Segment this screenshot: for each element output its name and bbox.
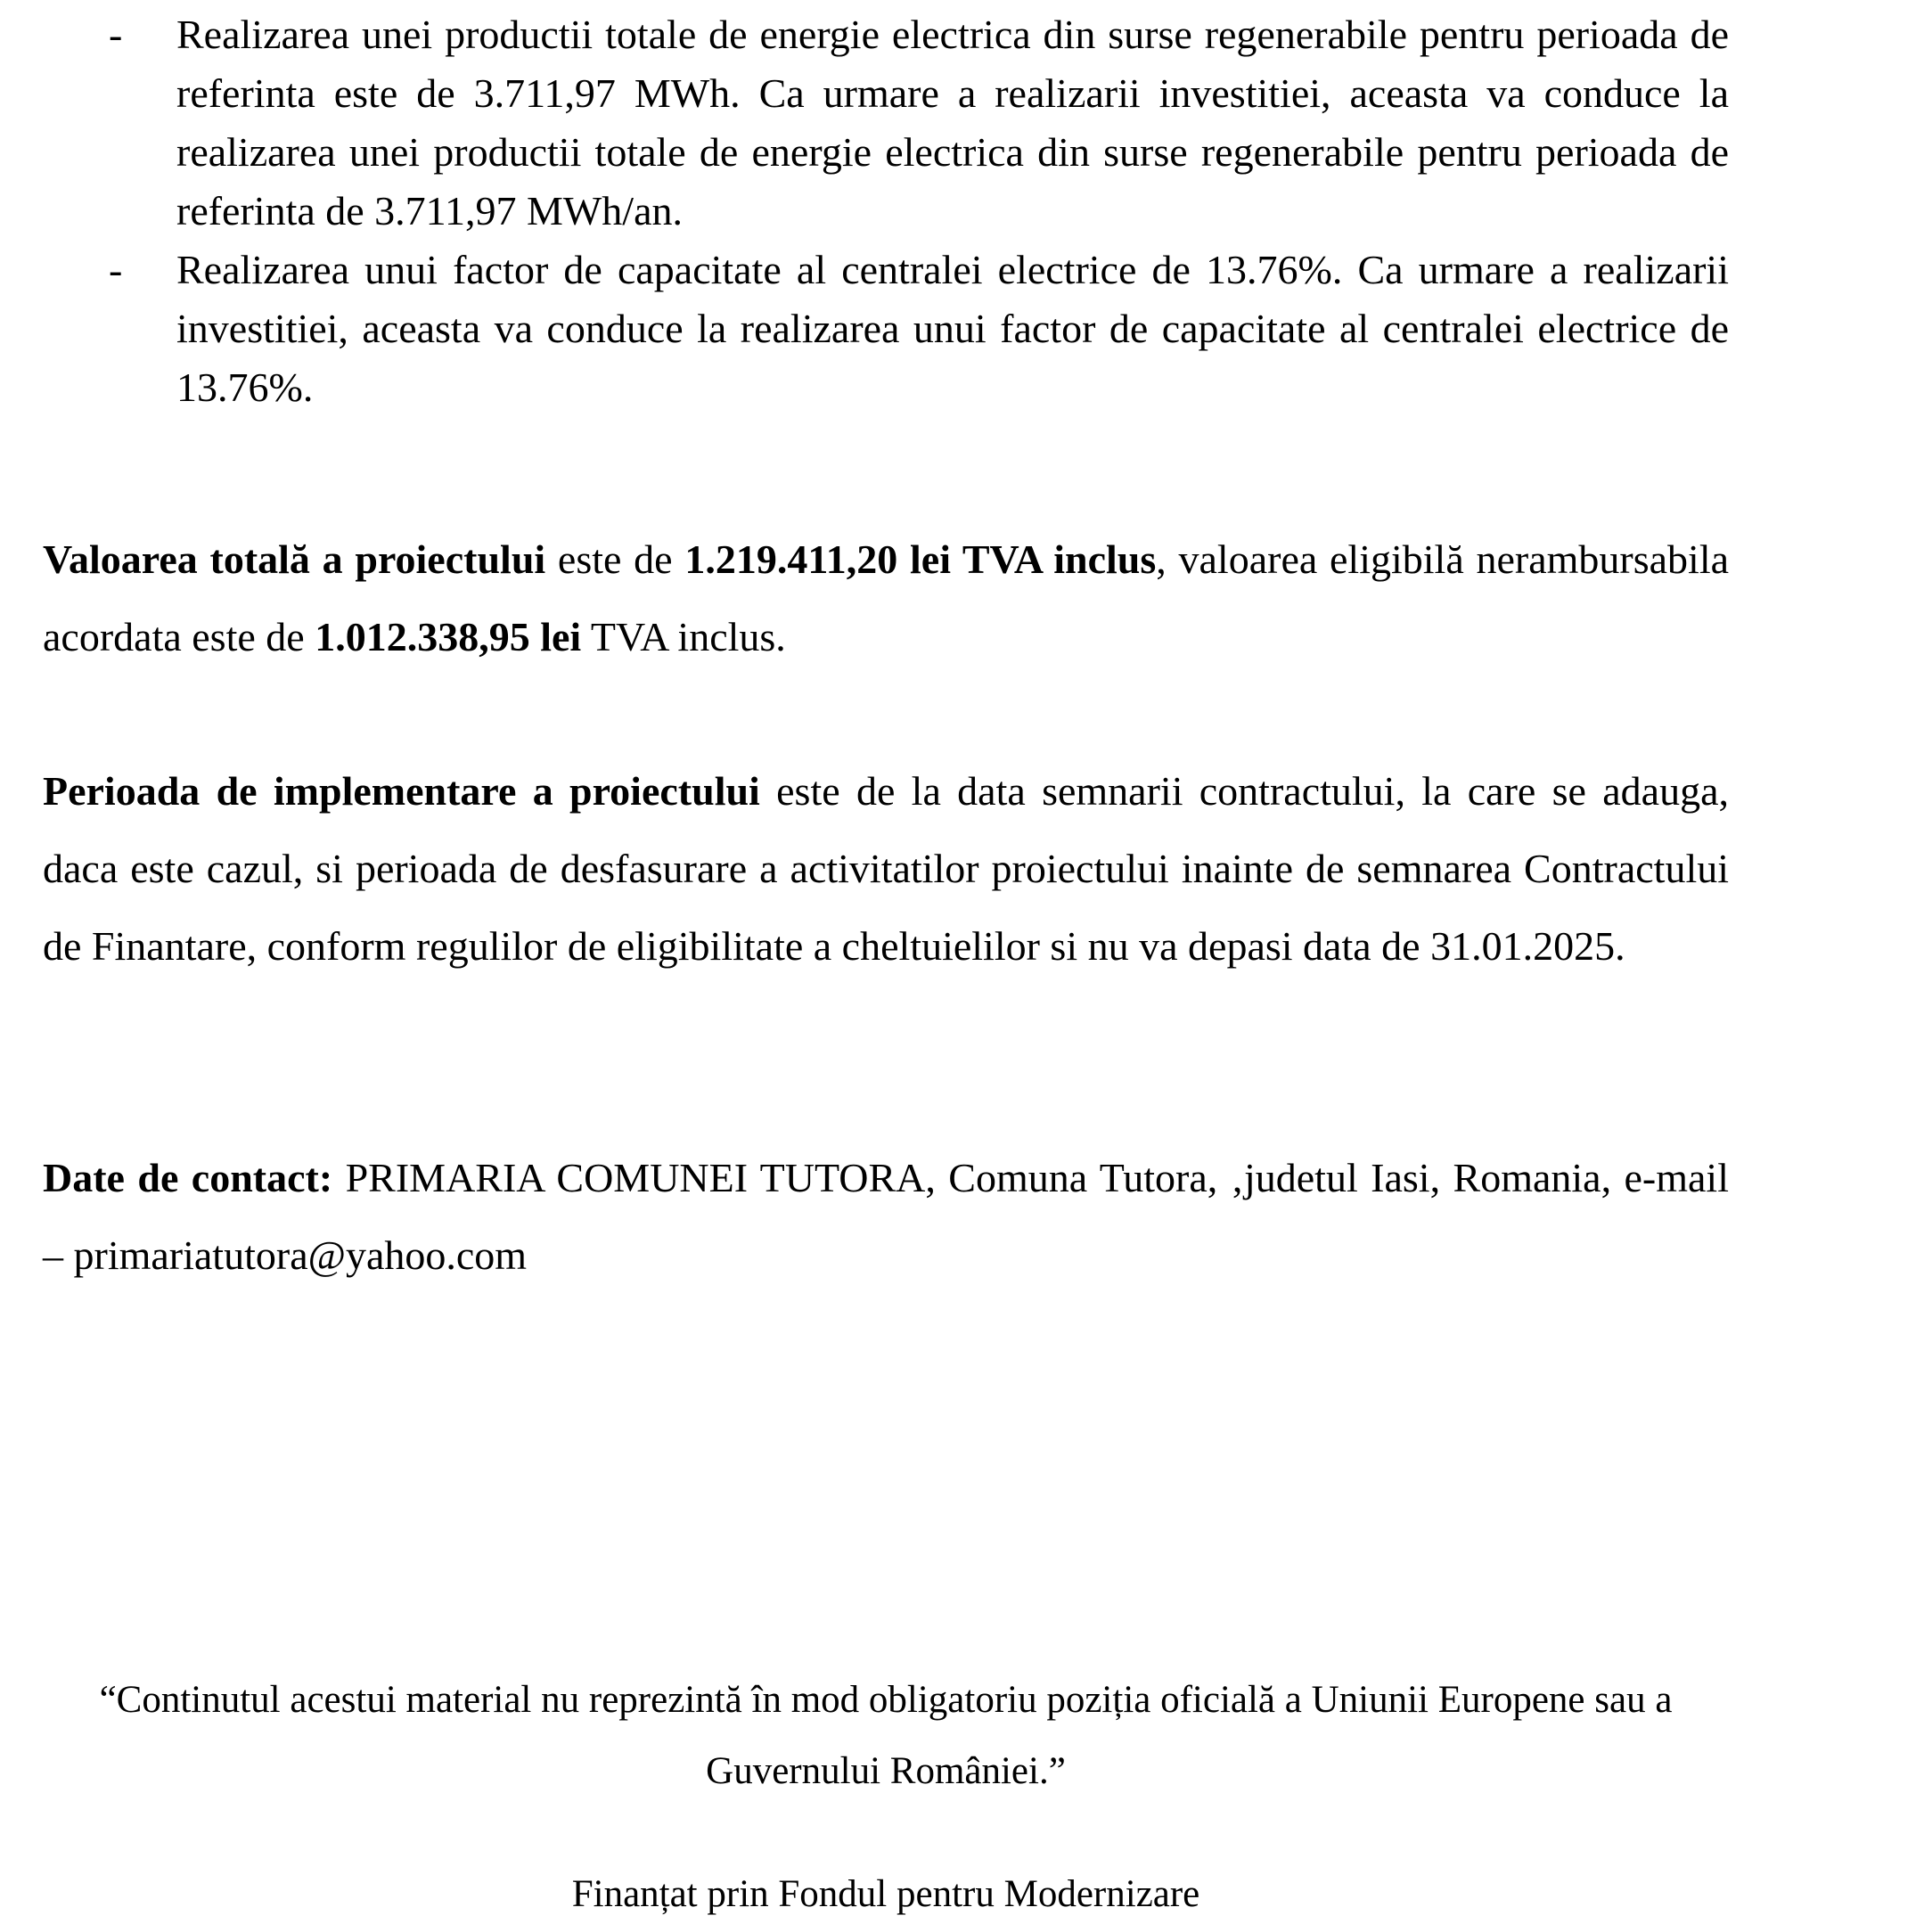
- eu-disclaimer: “Continutul acestui material nu reprezintă în mod obligatoriu poziția oficială a Uniunii Europene sau a Guvernului României.”: [99, 1679, 1673, 1792]
- contact-label: Date de contact:: [43, 1155, 333, 1200]
- contact-text: PRIMARIA COMUNEI TUTORA, Comuna Tutora, ‚judetul Iasi, Romania, e-mail – primariatutora@yahoo.com: [43, 1155, 1729, 1278]
- project-value-paragraph: [43, 520, 1729, 675]
- project-value-text: , valoarea eligibilă nerambursabila acordata este de: [43, 536, 1730, 659]
- contact-paragraph: [43, 1139, 1729, 1294]
- bullet-item-capacity-factor: [0, 241, 1924, 417]
- implementation-period-label: Perioada de implementare a proiectului: [43, 768, 760, 814]
- project-value-text: TVA inclus.: [581, 614, 786, 659]
- bullet-text: Realizarea unei productii totale de energie electrica din surse regenerabile pentru perioada de referinta este de 3.711,97 MWh. Ca urmare a realizarii investitiei, aceasta va conduce la realizarea unei productii totale de energie electrica din surse regenerabile pentru perioada de referinta de 3.711,97 MWh/an.: [176, 12, 1729, 233]
- funding-note: Finanțat prin Fondul pentru Modernizare: [571, 1873, 1200, 1915]
- project-total-value: 1.219.411,20 lei TVA inclus: [684, 536, 1157, 582]
- bullet-dash: -: [109, 247, 123, 292]
- bullet-dash: -: [109, 12, 123, 57]
- implementation-period-paragraph: [43, 752, 1729, 985]
- implementation-period-text: este de la data semnarii contractului, la care se adauga, daca este cazul, si perioada de desfasurare a activitatilor proiectului inainte de semnarea Contractului de Finantare, conform regulilor de eligibilitate a cheltuielilor si nu va depasi data de 31.01.2025.: [43, 768, 1729, 969]
- project-eligible-value: 1.012.338,95 lei: [315, 614, 582, 659]
- bullet-text: Realizarea unui factor de capacitate al centralei electrice de 13.76%. Ca urmare a realizarii investitiei, aceasta va conduce la realizarea unui factor de capacitate al centralei electrice de 13.76%.: [176, 247, 1729, 410]
- project-value-label: Valoarea totală a proiectului: [43, 536, 546, 582]
- bullet-item-energy-production: [0, 5, 1924, 241]
- bullet-list: [0, 5, 1924, 417]
- project-value-text: este de: [545, 536, 685, 582]
